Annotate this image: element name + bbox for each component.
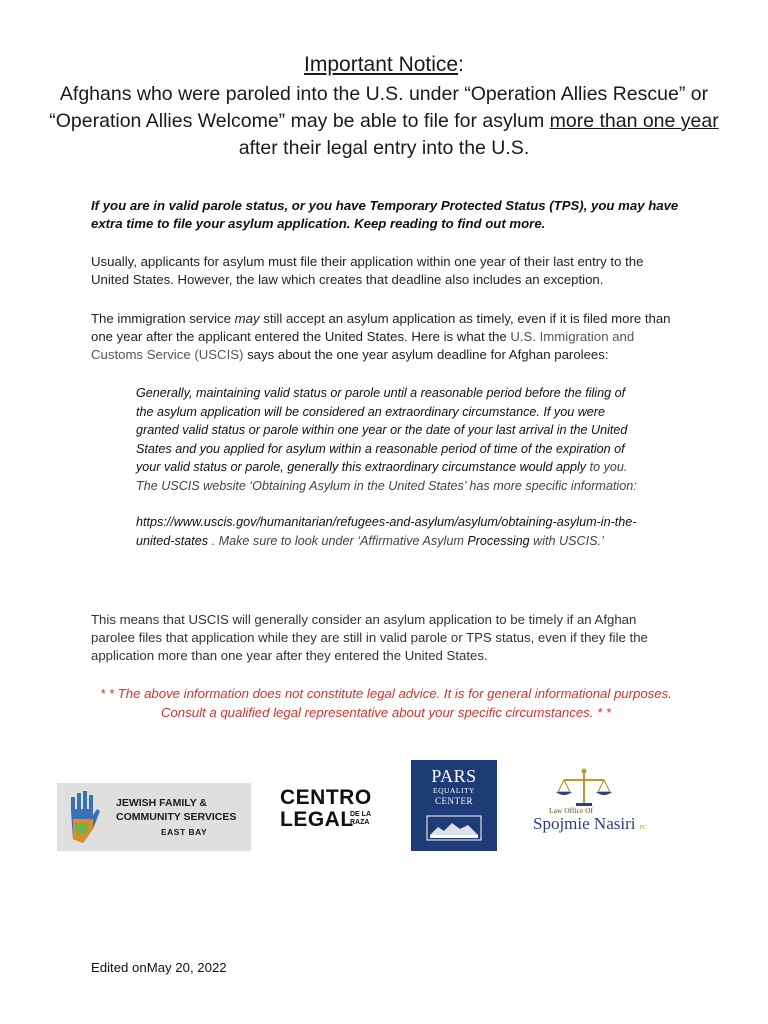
edited-date: Edited onMay 20, 2022: [91, 960, 227, 975]
jfcs-logo: [57, 783, 251, 851]
p2-agency-name: U.S. Immigration and Customs Service (USCIS): [91, 329, 635, 362]
headline-part-a: Afghans who were paroled into the U.S. under “Operation Allies Rescue” or “Operation Allies Welcome” may be able to file for asylum: [49, 83, 709, 132]
headline-underlined: more than one year: [549, 110, 719, 132]
pars-equality-logo: [411, 760, 497, 851]
paragraph-deadline: Usually, applicants for asylum must file their application within one year of their last entry to the United States. However, the law which creates that deadline also includes an exception.: [91, 254, 644, 287]
quote-link-paragraph: [136, 513, 641, 550]
quote-tail-text: to you. The USCIS website ‘Obtaining Asylum in the United States’ has more specific information:: [136, 460, 637, 493]
centro-legal-logo: [276, 760, 382, 850]
notice-header: [40, 52, 728, 162]
p2-part-b: still accept an asylum application as timely, even if it is filed more than one year after the applicant entered the United States. Here is what the: [91, 311, 671, 344]
quote-main-text: Generally, maintaining valid status or parole until a reasonable period before the filing of the asylum application will be considered an extraordinary circumstance. If you were granted valid status or parole within one year or the date of your last arrival in the United States and you applied for asylum within a reasonable period of time of the expiration of your valid status or parole, generally this extraordinary circumstance would apply: [136, 386, 628, 474]
pars-sub2: CENTER: [435, 796, 473, 806]
link-after-text: . Make sure to look under ‘Affirmative Asylum: [208, 533, 464, 548]
notice-title: [40, 52, 728, 78]
nasiri-law-office: Law Office Of: [549, 806, 594, 815]
jfcs-sub: EAST BAY: [161, 827, 208, 837]
paragraph-immigration-service: [91, 310, 681, 364]
nasiri-law-logo: [530, 766, 655, 846]
intro-paragraph: If you are in valid parole status, or you have Temporary Protected Status (TPS), you may have extra time to file your asylum application. Keep reading to find out more.: [91, 198, 679, 231]
nasiri-name: Spojmie Nasiri PC: [533, 814, 648, 833]
centro-word: CENTRO: [280, 786, 372, 809]
scales-of-justice-icon: [530, 766, 655, 811]
title-suffix: :: [458, 53, 464, 76]
pars-sub1: EQUALITY: [433, 786, 475, 795]
headline: [40, 81, 728, 162]
p2-may: may: [234, 311, 260, 326]
pars-title: PARS: [431, 766, 477, 786]
p2-part-c: says about the one year asylum deadline for Afghan parolees:: [243, 347, 609, 362]
hand-icon: [65, 789, 105, 847]
pars-emblem-icon: [426, 815, 482, 841]
jfcs-name: JEWISH FAMILY & COMMUNITY SERVICES: [116, 797, 237, 823]
headline-part-b: after their legal entry into the U.S.: [238, 137, 530, 159]
uscis-link[interactable]: https://www.uscis.gov/humanitarian/refugees-and-asylum/asylum/obtaining-asylum-in-the-united-states: [136, 515, 637, 548]
p2-part-a: The immigration service: [91, 311, 235, 326]
processing-tail-text: with USCIS.’: [529, 533, 604, 548]
processing-text: Processing: [467, 533, 530, 548]
de-la-raza-word: DE LA RAZA: [350, 811, 371, 826]
quote-main: [136, 384, 641, 495]
paragraph-conclusion: This means that USCIS will generally consider an asylum application to be timely if an Afghan parolee files that application while they are still in valid parole or TPS status, even if they file the application more than one year after they entered the United States.: [91, 612, 648, 663]
legal-word: LEGAL: [280, 808, 354, 831]
title-text: Important Notice: [304, 53, 459, 76]
legal-disclaimer: * * The above information does not constitute legal advice. It is for general informational purposes. Consult a qualified legal representative about your specific circumstances. * *: [100, 686, 672, 720]
uscis-quote: [136, 384, 641, 550]
